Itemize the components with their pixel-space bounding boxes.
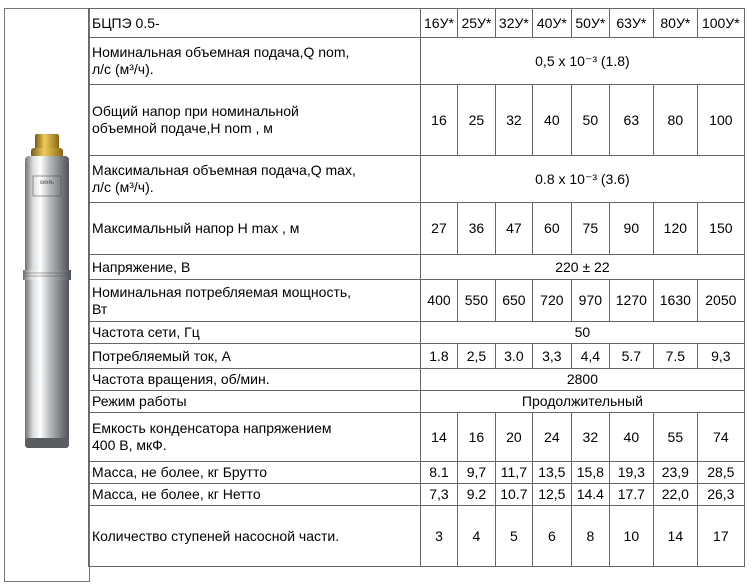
spec-row [89, 369, 745, 391]
value-cell: 15,8 [571, 462, 609, 484]
value-cell: 6 [532, 506, 571, 567]
parameter-label-cell [89, 413, 421, 462]
model-header-cell: 40У* [532, 9, 571, 38]
submersible-pump-image [17, 134, 77, 454]
parameter-label-line: объемной подаче,H nom , м [92, 120, 273, 136]
parameter-label-line: Количество ступеней насосной части. [92, 527, 340, 544]
value-cell: 75 [571, 203, 609, 255]
value-cell: 5 [495, 506, 532, 567]
spec-row [89, 38, 745, 85]
value-cell: 26,3 [697, 484, 744, 506]
spec-row [89, 391, 745, 413]
value-cell: 1630 [653, 280, 697, 322]
value-cell: 970 [571, 280, 609, 322]
value-cell: 400 [421, 280, 458, 322]
value-cell: 36 [457, 203, 495, 255]
parameter-label-line: Максимальный напор Н max , м [92, 220, 300, 236]
merged-value-cell: 2800 [421, 369, 745, 391]
parameter-label-line: 400 В, мкФ. [92, 437, 167, 453]
model-header-cell: 63У* [609, 9, 653, 38]
parameter-label-cell [89, 322, 421, 344]
parameter-label-cell [89, 85, 421, 156]
value-cell: 40 [532, 85, 571, 156]
value-cell: 22,0 [653, 484, 697, 506]
value-cell: 120 [653, 203, 697, 255]
spec-row [89, 344, 745, 369]
model-header-cell: 80У* [653, 9, 697, 38]
value-cell: 55 [653, 413, 697, 462]
parameter-label-line: Емкость конденсатора напряжением [92, 420, 332, 436]
value-cell: 150 [697, 203, 744, 255]
value-cell: 9,7 [457, 462, 495, 484]
value-cell: 8.1 [421, 462, 458, 484]
model-header-cell: 50У* [571, 9, 609, 38]
value-cell: 40 [609, 413, 653, 462]
value-cell: 90 [609, 203, 653, 255]
value-cell: 60 [532, 203, 571, 255]
merged-value-cell: 0.8 x 10⁻³ (3.6) [421, 156, 745, 203]
value-cell: 20 [495, 413, 532, 462]
value-cell: 7,3 [421, 484, 458, 506]
value-cell: 32 [571, 413, 609, 462]
value-cell: 24 [532, 413, 571, 462]
parameter-label-cell [89, 462, 421, 484]
value-cell: 2050 [697, 280, 744, 322]
parameter-label-line: Частота сети, Гц [92, 324, 200, 340]
value-cell: 650 [495, 280, 532, 322]
value-cell: 80 [653, 85, 697, 156]
parameter-label-line: Номинальная объемная подача,Q nom, [92, 44, 350, 60]
value-cell: 8 [571, 506, 609, 567]
parameter-label-line: л/с (м³/ч). [92, 179, 154, 195]
header-row [89, 9, 745, 38]
parameter-label-cell [89, 391, 421, 413]
value-cell: 63 [609, 85, 653, 156]
value-cell: 3 [421, 506, 458, 567]
specifications-table [88, 8, 745, 567]
value-cell: 25 [457, 85, 495, 156]
spec-row [89, 462, 745, 484]
parameter-label-cell [89, 344, 421, 369]
value-cell: 17.7 [609, 484, 653, 506]
value-cell: 50 [571, 85, 609, 156]
value-cell: 14 [653, 506, 697, 567]
value-cell: 19,3 [609, 462, 653, 484]
spec-row [89, 280, 745, 322]
parameter-label-line: Максимальная объемная подача,Q max, [92, 162, 356, 178]
spec-row [89, 255, 745, 280]
value-cell: 14.4 [571, 484, 609, 506]
parameter-label-line: Режим работы [92, 393, 187, 409]
value-cell: 17 [697, 506, 744, 567]
value-cell: 28,5 [697, 462, 744, 484]
value-cell: 550 [457, 280, 495, 322]
value-cell: 1.8 [421, 344, 458, 369]
model-prefix-cell: БЦПЭ 0.5- [89, 9, 421, 38]
parameter-label-line: Масса, не более, кг Нетто [92, 486, 261, 502]
value-cell: 27 [421, 203, 458, 255]
value-cell: 4,4 [571, 344, 609, 369]
value-cell: 14 [421, 413, 458, 462]
parameter-label-cell [89, 280, 421, 322]
parameter-label-line: Напряжение, В [92, 258, 191, 275]
parameter-label-line: Вт [92, 300, 108, 317]
value-cell: 5.7 [609, 344, 653, 369]
parameter-label-line: Номинальная потребляемая мощность, [92, 283, 352, 300]
value-cell: 23,9 [653, 462, 697, 484]
value-cell: 12,5 [532, 484, 571, 506]
value-cell: 10.7 [495, 484, 532, 506]
spec-row [89, 85, 745, 156]
value-cell: 32 [495, 85, 532, 156]
parameter-label-cell [89, 203, 421, 255]
value-cell: 16 [421, 85, 458, 156]
value-cell: 9.2 [457, 484, 495, 506]
model-header-cell: 32У* [495, 9, 532, 38]
model-header-cell: 16У* [421, 9, 458, 38]
merged-value-cell: 220 ± 22 [421, 255, 745, 280]
parameter-label-line: Общий напор при номинальной [92, 103, 299, 119]
parameter-label-cell [89, 156, 421, 203]
spec-row [89, 413, 745, 462]
parameter-label-cell [89, 484, 421, 506]
svg-text:ВИХРЬ: ВИХРЬ [40, 180, 54, 185]
parameter-label-cell [89, 38, 421, 85]
value-cell: 11,7 [495, 462, 532, 484]
value-cell: 16 [457, 413, 495, 462]
value-cell: 74 [697, 413, 744, 462]
value-cell: 10 [609, 506, 653, 567]
value-cell: 4 [457, 506, 495, 567]
value-cell: 3,3 [532, 344, 571, 369]
parameter-label-cell [89, 255, 421, 280]
parameter-label-cell [89, 506, 421, 567]
value-cell: 3.0 [495, 344, 532, 369]
merged-value-cell: 50 [421, 322, 745, 344]
parameter-label-line: л/с (м³/ч). [92, 61, 154, 77]
pump-image-cell [4, 8, 90, 582]
model-header-cell: 100У* [697, 9, 744, 38]
value-cell: 9,3 [697, 344, 744, 369]
value-cell: 100 [697, 85, 744, 156]
parameter-label-line: Потребляемый ток, А [92, 347, 231, 364]
merged-value-cell: 0,5 x 10⁻³ (1.8) [421, 38, 745, 85]
value-cell: 7.5 [653, 344, 697, 369]
spec-row [89, 484, 745, 506]
spec-row [89, 156, 745, 203]
value-cell: 13,5 [532, 462, 571, 484]
value-cell: 2,5 [457, 344, 495, 369]
spec-row [89, 322, 745, 344]
spec-row [89, 203, 745, 255]
parameter-label-line: Масса, не более, кг Брутто [92, 464, 267, 480]
value-cell: 47 [495, 203, 532, 255]
value-cell: 1270 [609, 280, 653, 322]
value-cell: 720 [532, 280, 571, 322]
parameter-label-cell [89, 369, 421, 391]
parameter-label-line: Частота вращения, об/мин. [92, 371, 270, 387]
spec-row [89, 506, 745, 567]
model-header-cell: 25У* [457, 9, 495, 38]
merged-value-cell: Продолжительный [421, 391, 745, 413]
